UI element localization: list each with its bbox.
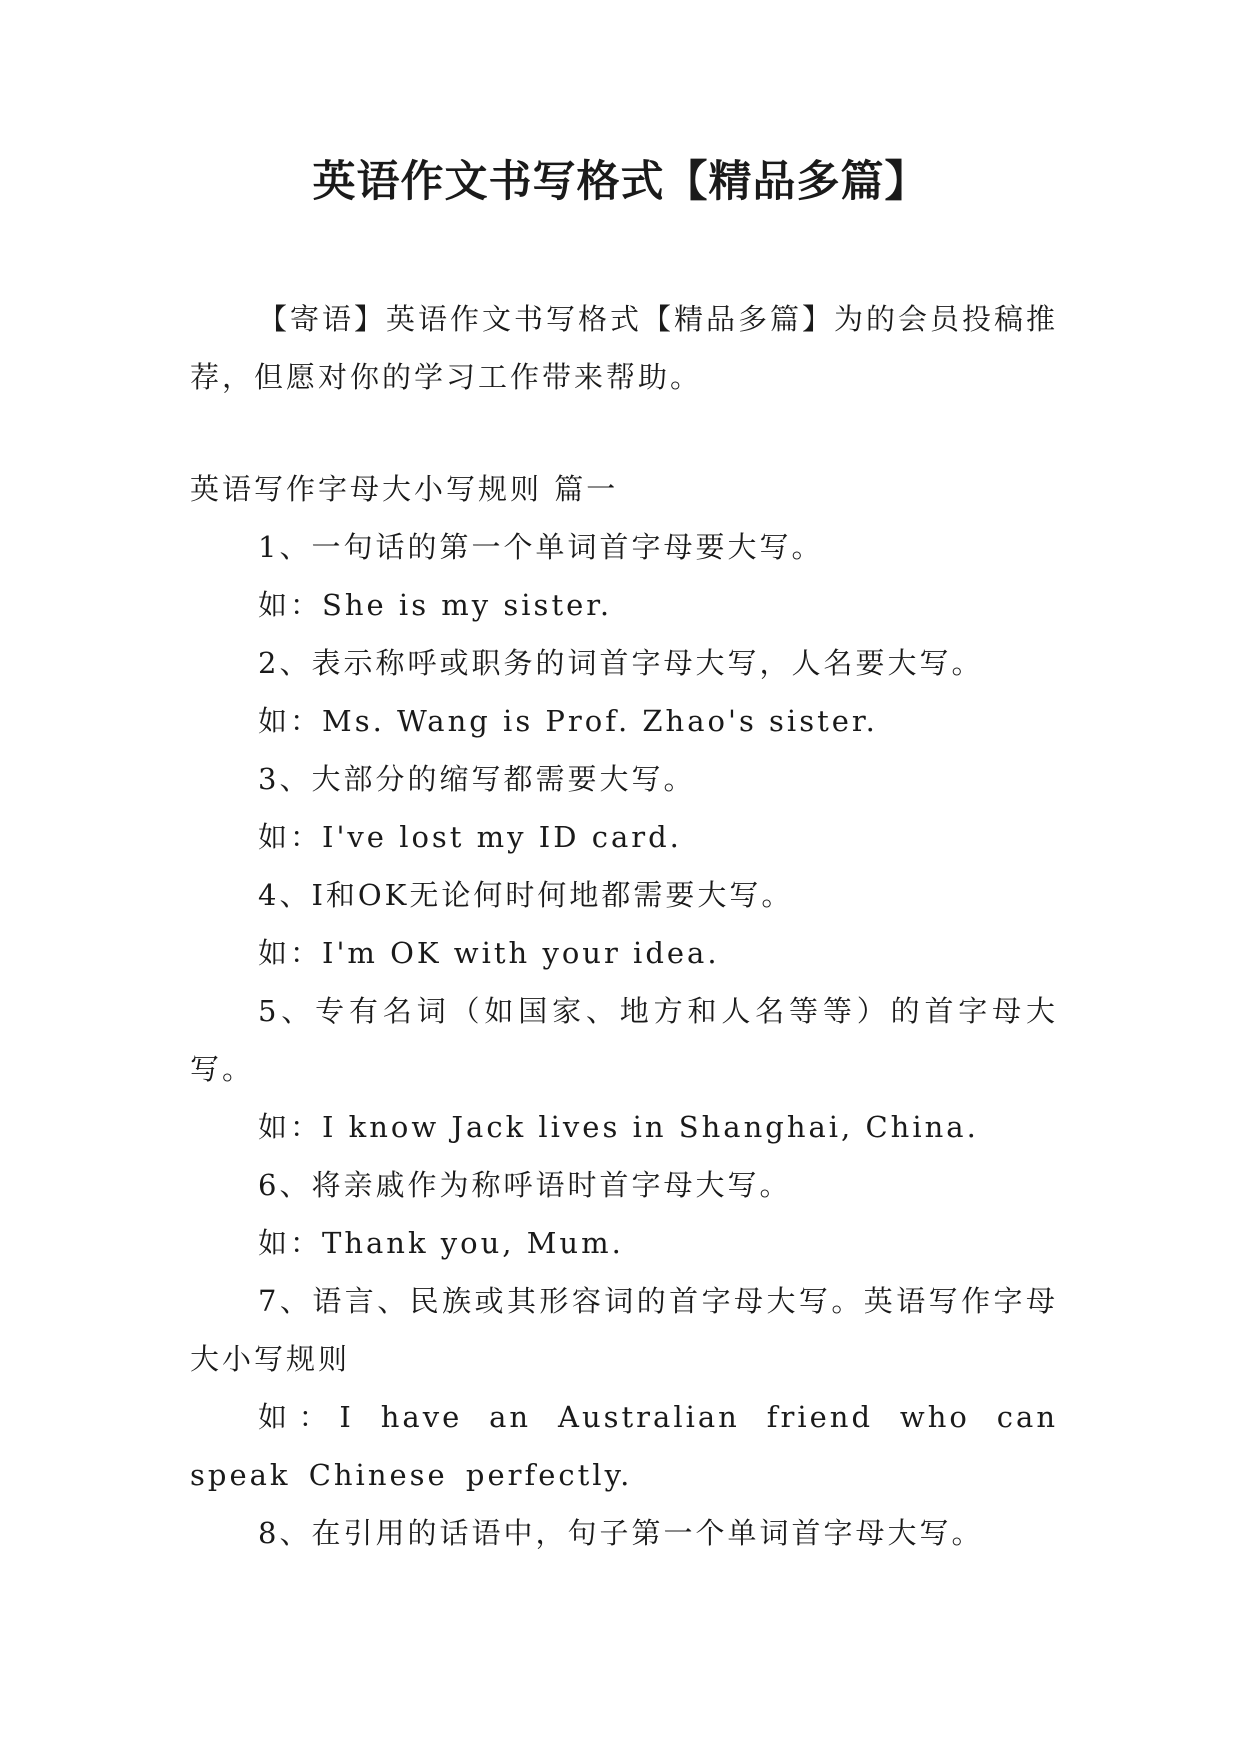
example-item: 如：Thank you, Mum. — [258, 1226, 624, 1260]
content-section — [190, 460, 1058, 1562]
section-heading: 英语写作字母大小写规则 篇一 — [190, 472, 619, 506]
example-item: 如：I know Jack lives in Shanghai, China. — [258, 1110, 979, 1144]
rule-item: 7、语言、民族或其形容词的首字母大写。英语写作字母大小写规则 — [190, 1284, 1058, 1376]
rule-item: 5、专有名词（如国家、地方和人名等等）的首字母大写。 — [190, 994, 1058, 1086]
intro-paragraph: 【寄语】英语作文书写格式【精品多篇】为的会员投稿推荐，但愿对你的学习工作带来帮助。 — [190, 302, 1059, 394]
example-item: 如：I've lost my ID card. — [258, 820, 682, 854]
example-item: 如：I have an Australian friend who can speak Chinese perfectly. — [190, 1400, 1058, 1492]
example-item: 如：She is my sister. — [258, 588, 613, 622]
rule-item: 3、大部分的缩写都需要大写。 — [258, 762, 696, 796]
rule-item: 2、表示称呼或职务的词首字母大写，人名要大写。 — [258, 646, 984, 680]
example-item: 如：I'm OK with your idea. — [258, 936, 720, 970]
rule-item: 1、一句话的第一个单词首字母要大写。 — [258, 530, 824, 564]
rule-item: 6、将亲戚作为称呼语时首字母大写。 — [258, 1168, 792, 1202]
document-title: 英语作文书写格式【精品多篇】 — [312, 157, 929, 207]
rule-item: 8、在引用的话语中，句子第一个单词首字母大写。 — [258, 1516, 984, 1550]
example-item: 如：Ms. Wang is Prof. Zhao's sister. — [258, 704, 878, 738]
rule-item: 4、I和OK无论何时何地都需要大写。 — [258, 878, 794, 912]
